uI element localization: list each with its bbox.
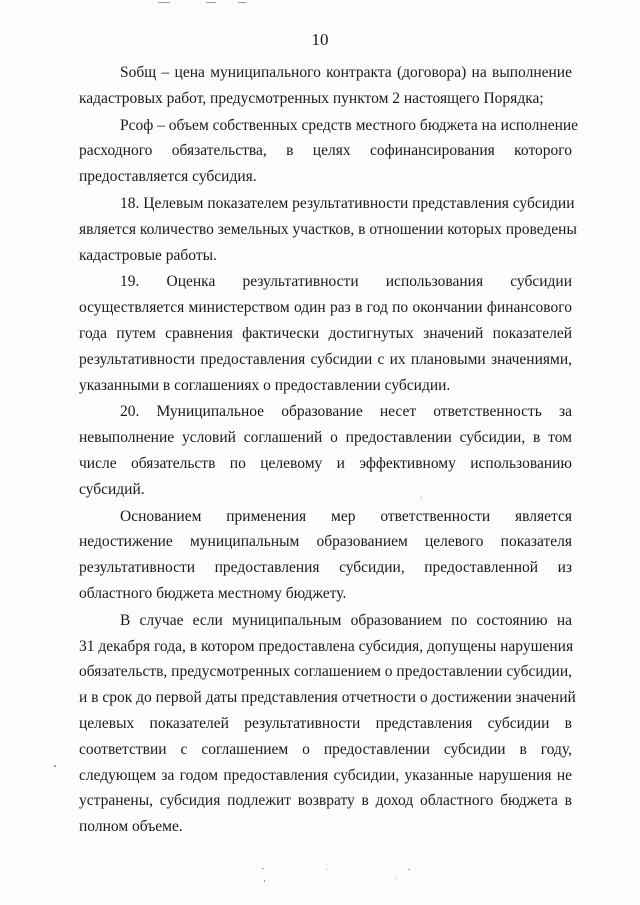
text-line: Основанием применения мер ответственности является xyxy=(120,507,572,525)
text-line: указанными в соглашениях о предоставлении субсидии. xyxy=(79,376,451,394)
scan-speck xyxy=(326,869,327,870)
text-line: полном объеме. xyxy=(79,818,183,836)
text-line: недостижение муниципальным образованием целевого показателя xyxy=(79,533,572,551)
scan-speck xyxy=(158,2,170,3)
text-line: осуществляется министерством один раз в год по окончании финансового xyxy=(79,299,572,317)
text-line: кадастровые работы. xyxy=(79,246,217,264)
text-line: является количество земельных участков, в отношении которых проведены xyxy=(79,220,577,238)
paragraph-sobsh-definition xyxy=(79,60,572,112)
text-line: и в срок до первой даты представления отчетности о достижении значений xyxy=(79,689,576,707)
text-line: соответствии с соглашением о предоставлении субсидии в году, xyxy=(79,740,572,758)
text-line: 20. Муниципальное образование несет ответственность за xyxy=(120,403,572,421)
paragraph-psof-definition xyxy=(79,113,579,190)
scan-speck xyxy=(54,765,56,767)
text-line: результативности предоставления субсидии, предоставленной из xyxy=(79,559,572,577)
paragraph-subsidy-refund xyxy=(79,608,576,840)
text-line: субсидий. xyxy=(79,480,145,498)
scan-speck xyxy=(262,868,264,869)
text-line: результативности предоставления субсидии с их плановыми значениями, xyxy=(79,350,572,368)
text-line: 19. Оценка результативности использования субсидии xyxy=(120,273,572,291)
scan-speck xyxy=(264,880,265,882)
text-line: года путем сравнения фактически достигнутых значений показателей xyxy=(79,324,572,342)
text-line: расходного обязательства, в целях софинансирования которого xyxy=(79,142,572,160)
scan-speck xyxy=(206,2,216,3)
paragraph-liability-grounds xyxy=(79,504,572,607)
text-line: Sобщ – цена муниципального контракта (договора) на выполнение xyxy=(120,64,572,81)
text-line: обязательств, предусмотренных соглашением о предоставлении субсидии, xyxy=(79,663,572,681)
text-line: кадастровых работ, предусмотренных пунктом 2 настоящего Порядка; xyxy=(79,89,544,107)
scan-speck xyxy=(396,878,397,879)
scan-speck xyxy=(421,497,422,498)
text-line: областного бюджета местному бюджету. xyxy=(79,584,347,602)
text-line: Pсоф – объем собственных средств местного бюджета на исполнение xyxy=(120,116,579,134)
scan-speck xyxy=(408,869,410,870)
text-line: 18. Целевым показателем результативности представления субсидии xyxy=(120,194,575,212)
text-line: следующем за годом предоставления субсидии, указанные нарушения не xyxy=(79,766,572,784)
text-line: 31 декабря года, в котором предоставлена субсидия, допущены нарушения xyxy=(79,637,574,655)
text-line: В случае если муниципальным образованием по состоянию на xyxy=(120,611,572,629)
page-body xyxy=(79,60,579,841)
text-line: предоставляется субсидия. xyxy=(79,168,257,186)
text-line: невыполнение условий соглашений о предоставлении субсидии, в том xyxy=(79,429,572,447)
text-line: числе обязательств по целевому и эффективному использованию xyxy=(79,454,572,472)
text-line: устранены, субсидия подлежит возврату в доход областного бюджета в xyxy=(79,792,572,810)
paragraph-item-19 xyxy=(79,269,572,398)
page-number: 10 xyxy=(311,30,329,49)
text-line: целевых показателей результативности представления субсидии в xyxy=(79,714,572,732)
scan-speck xyxy=(238,2,246,3)
paragraph-item-20 xyxy=(79,399,572,502)
paragraph-item-18 xyxy=(79,191,577,268)
